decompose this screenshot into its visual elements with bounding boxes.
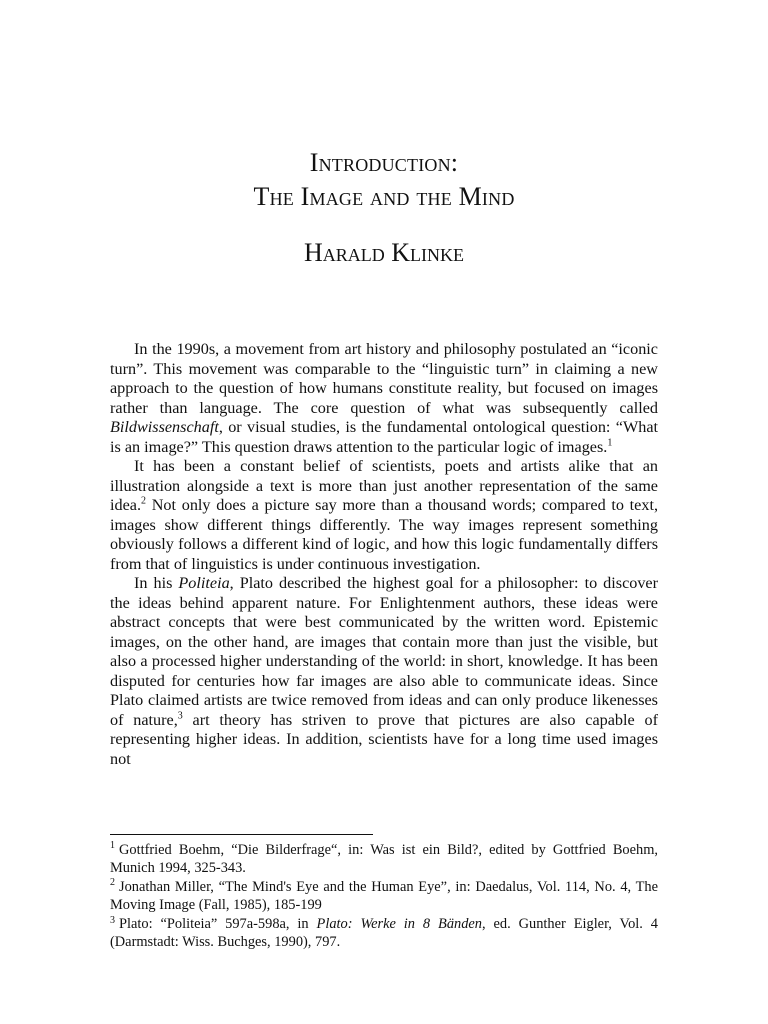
footnote-number: 3 <box>110 914 115 926</box>
paragraph-text: Not only does a picture say more than a thousand words; compared to text, images show different things differently. The way images represent something obviously follows a different kind of logic, and how this logic fundamentally differs from that of linguistics is under continuous investigation. <box>110 496 658 573</box>
paragraph-text: art theory has striven to prove that pictures are also capable of representing higher ideas. In addition, scientists have for a long time used images not <box>110 710 658 768</box>
footnote-ref[interactable]: 2 <box>141 495 147 507</box>
footnote-ref[interactable]: 1 <box>607 437 613 449</box>
paragraph-3 <box>110 574 658 769</box>
footnote-2 <box>110 879 658 914</box>
paragraph-text: , or visual studies, is the fundamental ontological question: “What is an image?” This question draws attention to the particular logic of images. <box>110 418 658 456</box>
chapter-title-line-2: The Image and the Mind <box>253 182 515 211</box>
author-name: Harald Klinke <box>303 238 465 267</box>
body-text <box>110 340 658 769</box>
footnote-text: Gottfried Boehm, “Die Bilderfrage“, in: Was ist ein Bild?, edited by Gottfried Boehm, Munich 1994, 325-343. <box>110 842 658 876</box>
footnote-number: 2 <box>110 877 115 889</box>
chapter-title-line-1: Introduction: <box>309 148 459 177</box>
footnote-3 <box>110 916 658 951</box>
paragraph-text: In his <box>134 574 179 592</box>
footnote-text: Jonathan Miller, “The Mind's Eye and the Human Eye”, in: Daedalus, Vol. 114, No. 4, The Moving Image (Fall, 1985), 185-199 <box>110 879 658 913</box>
italic-term: Politeia <box>178 574 230 592</box>
paragraph-text: In the 1990s, a movement from art history and philosophy postulated an “iconic turn”. This movement was comparable to the “linguistic turn” in claiming a new approach to the question of how humans constitute reality, but focused on images rather than language. The core question of what was subsequently called <box>110 340 658 417</box>
footnote-italic-title: Plato: Werke in 8 Bänden <box>316 916 482 933</box>
italic-term: Bildwissenschaft <box>110 418 219 436</box>
footnotes <box>110 842 658 954</box>
footnote-ref[interactable]: 3 <box>177 710 183 722</box>
title-block <box>0 146 768 270</box>
footnote-number: 1 <box>110 840 115 852</box>
paragraph-text: , Plato described the highest goal for a philosopher: to discover the ideas behind apparent nature. For Enlightenment authors, these ideas were abstract concepts that were best communicated by the written word. Epistemic images, on the other hand, are images that contain more than just the visible, but also a processed higher understanding of the world: in short, knowledge. It has been disputed for centuries how far images are also able to communicate ideas. Since Plato claimed artists are twice removed from ideas and can only produce likenesses of nature, <box>110 574 659 729</box>
paragraph-2 <box>110 457 658 574</box>
footnote-divider <box>110 834 373 835</box>
footnote-text: , ed. Gunther Eigler, Vol. 4 (Darmstadt: Wiss. Buchges, 1990), 797. <box>110 916 658 950</box>
footnote-1 <box>110 842 658 877</box>
paragraph-1 <box>110 340 658 457</box>
footnote-text: Plato: “Politeia” 597a-598a, in <box>119 916 317 933</box>
paragraph-text: It has been a constant belief of scientists, poets and artists alike that an illustration alongside a text is more than just another representation of the same idea. <box>110 457 658 514</box>
